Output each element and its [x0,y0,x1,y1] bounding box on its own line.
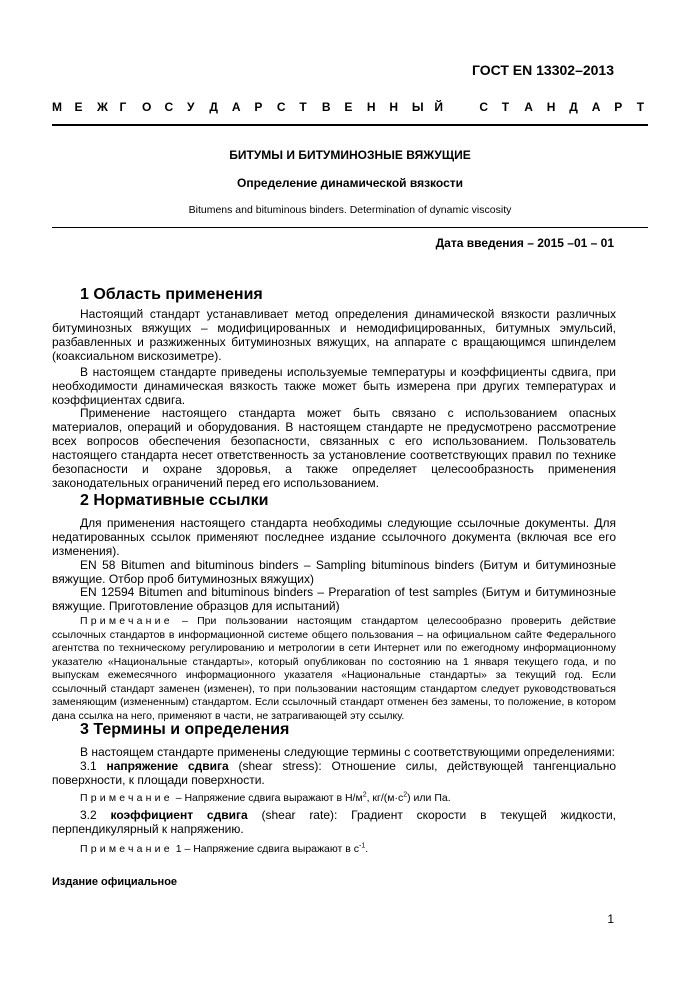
introduction-date: Дата введения – 2015 –01 – 01 [435,236,614,250]
banner-letter: Ы [411,100,424,114]
section-3-heading: 3 Термины и определения [80,721,290,738]
banner-letter: Р [254,100,263,114]
section-2-heading: 2 Нормативные ссылки [80,492,269,509]
section-1-heading: 1 Область применения [80,286,263,303]
section-1-paragraph-2: В настоящем стандарте приведены используемые температуры и коэффициенты сдвига, при необходимости динамическая вязкость также может быть измерена при других температурах и коэффициентах сдвига. [52,365,616,407]
official-edition-label: Издание официальное [52,876,178,888]
standard-code: ГОСТ EN 13302–2013 [471,62,614,78]
section-1-paragraph-1: Настоящий стандарт устанавливает метод определения динамической вязкости различных битуминозных вяжущих – модифицированных и немодифицированных, битумных эмульсий, разбавленных и разжиженных битуминозных вяжущих, на аппарате с вращающимся шпинделем (коаксиальном вискозиметре). [52,307,616,363]
banner-letter: А [524,100,533,114]
banner-letter: Н [546,100,556,114]
section-3-intro: В настоящем стандарте применены следующие термины с соответствующими определениями: [80,745,615,759]
section-1-paragraph-3: Применение настоящего стандарта может быть связано с использованием опасных материалов, операций и оборудования. В настоящем стандарте не предусмотрено рассмотрение всех вопросов обеспечения безопасности, связанных с его использованием. Пользователь настоящего стандарта несет ответственность за установление соответствующих правил по технике безопасности и охране здоровья, а также определяет целесообразность применения законодательных ограничений перед его использованием. [52,406,616,490]
banner-letter: Т [501,100,510,114]
banner-letter: Д [209,100,218,114]
banner-letter: О [141,100,152,114]
banner-letter: Й [434,100,443,114]
banner-letter: Н [389,100,399,114]
banner-letter: Д [569,100,578,114]
banner-letter: Н [366,100,376,114]
banner-letter: В [321,100,331,114]
english-title: Bitumens and bituminous binders. Determination of dynamic viscosity [188,204,512,216]
banner-letter: С [479,100,488,114]
reference-en-12594: EN 12594 Bitumen and bituminous binders – Preparation of test samples (Битум и битуминозные вяжущие. Приготовление образцов для испытаний) [52,585,616,613]
shear-stress-note: Примечание – Напряжение сдвига выражают в $Н/м^2$, $кг/(м\cdot с^2)$ или Па. [80,791,451,804]
banner-letter: У [186,100,195,114]
section-2-paragraph-1: Для применения настоящего стандарта необходимы следующие ссылочные документы. Для недатированных ссылок применяют последнее издание ссылочного документа (включая все его изменения). [52,516,616,558]
banner-letter: С [164,100,174,114]
banner-letter: Е [74,100,83,114]
banner-letter: Р [614,100,623,114]
reference-en-58: EN 58 Bitumen and bituminous binders – Sampling bituminous binders (Битум и битуминозные вяжущие. Отбор проб битуминозных вяжущих) [52,558,616,586]
banner-letter: Г [119,100,127,114]
banner-letter: А [591,100,601,114]
banner-letter: Е [344,100,353,114]
document-title: БИТУМЫ И БИТУМИНОЗНЫЕ ВЯЖУЩИЕ [229,148,471,162]
header-divider [52,124,648,126]
shear-rate-note: Примечание 1 – Напряжение сдвига выражают в $с^{-1}$. [80,842,369,855]
term-shear-rate: 3.2 коэффициент сдвига (shear rate): Градиент скорости в текущей жидкости, перпендикулярный к напряжению. [52,808,616,836]
banner-letter: Т [299,100,307,114]
title-divider [52,227,648,228]
page-number: 1 [607,912,614,926]
banner-letter: Ж [96,100,108,114]
banner-letter: С [276,100,286,114]
banner-letter: А [231,100,241,114]
banner-letter: Т [636,100,645,114]
term-shear-stress: 3.1 напряжение сдвига (shear stress): Отношение силы, действующей тангенциально поверхности, к площади поверхности. [52,759,617,787]
document-subtitle: Определение динамической вязкости [237,176,463,190]
section-2-note: Примечание – При пользовании настоящим стандартом целесообразно проверить действие ссылочных стандартов в информационной системе общего пользования – на официальном сайте Федерального агентства по техническому регулированию и метрологии в сети Интернет или по ежегодному информационному указателю «Национальные стандарты», который опубликован по состоянию на 1 января текущего года, и по выпускам ежемесячного информационного указателя «Национальные стандарты» за текущий год. Если ссылочный стандарт заменен (изменен), то при пользовании настоящим стандартом следует руководствоваться заменяющим (измененным) стандартом. Если ссылочный стандарт отменен без замены, то положение, в котором дана ссылка на него, применяют в части, не затрагивающей эту ссылку. [52,615,616,722]
banner-letter: М [52,100,62,114]
